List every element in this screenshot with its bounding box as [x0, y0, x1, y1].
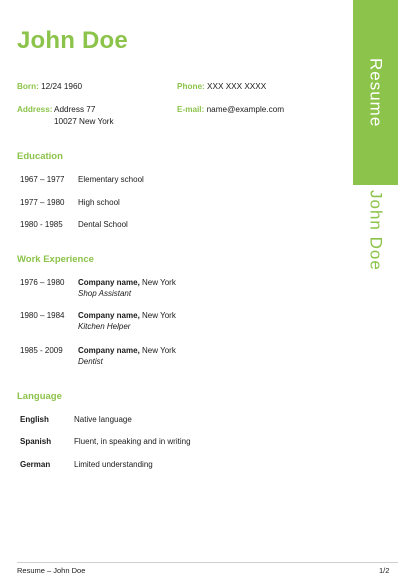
language-name: Spanish — [20, 437, 52, 446]
born-label: Born: — [17, 82, 39, 91]
address-line-1: Address 77 — [54, 105, 96, 114]
footer-title: Resume – John Doe — [17, 566, 86, 575]
language-level: Limited understanding — [74, 460, 153, 469]
phone-row — [177, 81, 266, 93]
language-name: English — [20, 415, 49, 424]
education-heading: Education — [17, 151, 63, 162]
work-role: Kitchen Helper — [78, 322, 131, 331]
work-experience-heading: Work Experience — [17, 254, 94, 265]
phone-label: Phone: — [177, 82, 205, 91]
work-role: Dentist — [78, 357, 103, 366]
resume-name-heading: John Doe — [17, 27, 128, 54]
work-company: Company name, — [78, 311, 140, 320]
footer-divider — [17, 562, 398, 563]
side-name-label: John Doe — [366, 190, 386, 271]
work-company: Company name, — [78, 346, 140, 355]
work-city: New York — [139, 346, 176, 355]
language-heading: Language — [17, 391, 62, 402]
email-row — [177, 104, 284, 116]
work-company: Company name, — [78, 278, 140, 287]
education-years: 1980 - 1985 — [20, 220, 63, 229]
work-city: New York — [139, 278, 176, 287]
address-label: Address: — [17, 105, 53, 114]
education-school: Dental School — [78, 220, 128, 229]
education-school: Elementary school — [78, 175, 144, 184]
born-value: 12/24 1960 — [41, 82, 83, 91]
language-name: German — [20, 460, 51, 469]
work-years: 1980 – 1984 — [20, 311, 65, 320]
education-years: 1967 – 1977 — [20, 175, 65, 184]
address-line-2: 10027 New York — [54, 117, 114, 126]
footer-page-number: 1/2 — [379, 566, 390, 575]
work-city: New York — [139, 311, 176, 320]
education-school: High school — [78, 198, 120, 207]
language-level: Native language — [74, 415, 132, 424]
born-row — [17, 81, 82, 93]
side-resume-label: Resume — [366, 57, 386, 128]
address-label-row — [17, 104, 53, 116]
work-years: 1985 - 2009 — [20, 346, 63, 355]
work-years: 1976 – 1980 — [20, 278, 65, 287]
language-level: Fluent, in speaking and in writing — [74, 437, 191, 446]
work-role: Shop Assistant — [78, 289, 132, 298]
education-years: 1977 – 1980 — [20, 198, 65, 207]
phone-value: XXX XXX XXXX — [207, 82, 267, 91]
email-value[interactable]: name@example.com — [206, 105, 285, 114]
email-label: E-mail: — [177, 105, 205, 114]
address-value — [54, 104, 114, 128]
